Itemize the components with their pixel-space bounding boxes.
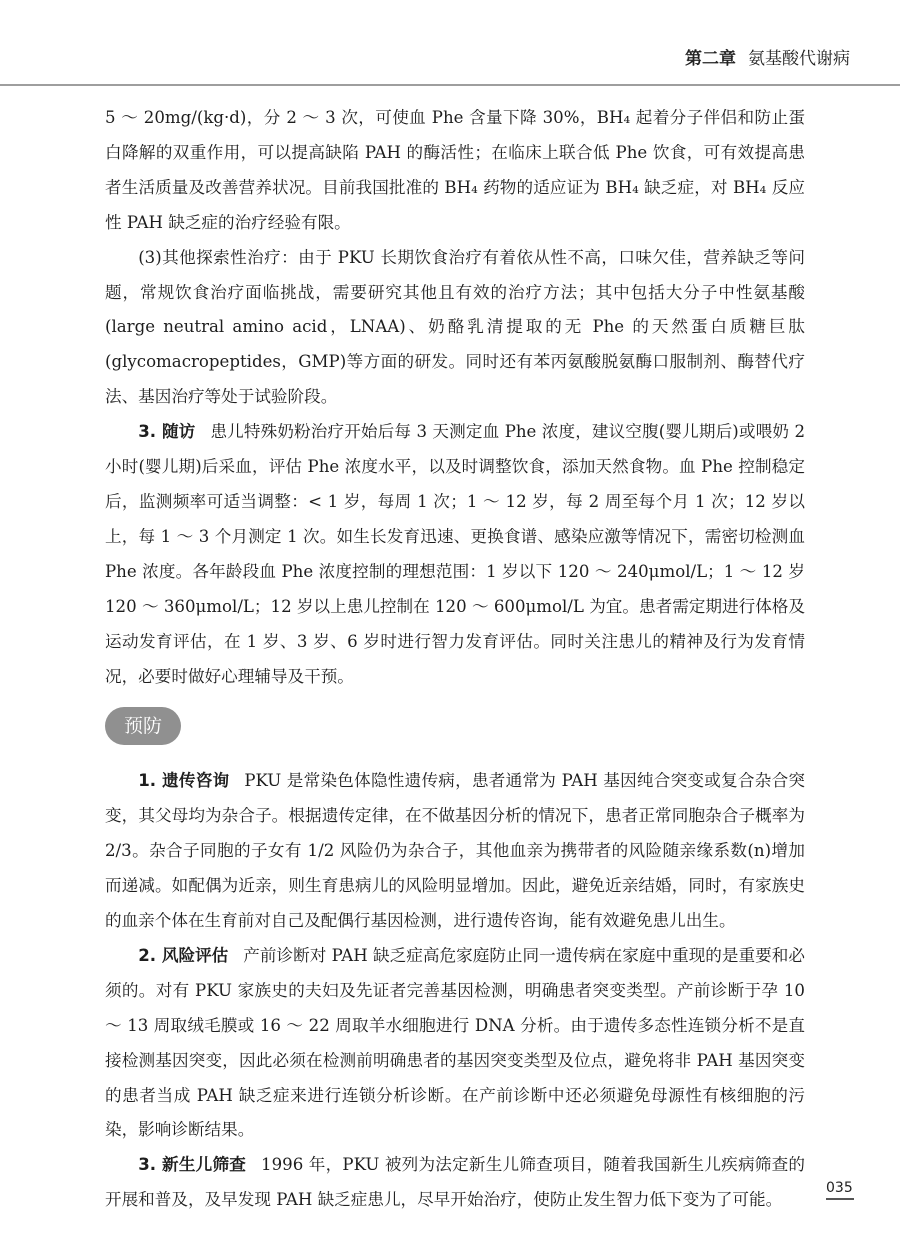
chapter-number: 第二章: [685, 49, 736, 69]
genetic-counseling-heading: 1. 遗传咨询: [138, 771, 230, 791]
newborn-screening-heading: 3. 新生儿筛查: [138, 1155, 247, 1175]
section-label-prevention: 预防: [105, 707, 181, 745]
running-header: [685, 44, 850, 69]
page-number: 035: [826, 1180, 853, 1196]
newborn-screening-text: 1996 年，PKU 被列为法定新生儿筛查项目，随着我国新生儿疾病筛查的开展和普及，及早发现 PAH 缺乏症患儿，尽早开始治疗，使防止发生智力低下变为了可能。: [105, 1155, 805, 1210]
paragraph-newborn-screening: [105, 1148, 805, 1218]
paragraph-bh4-therapy: 5 ～ 20mg/(kg·d)，分 2 ～ 3 次，可使血 Phe 含量下降 30%，BH₄ 起着分子伴侣和防止蛋白降解的双重作用，可以提高缺陷 PAH 的酶活性；在临床上联合低 Phe 饮食，可有效提高患者生活质量及改善营养状况。目前我国批准的 BH₄ 药物的适应证为 BH₄ 缺乏症，对 BH₄ 反应性 PAH 缺乏症的治疗经验有限。: [105, 108, 805, 232]
follow-up-text: 患儿特殊奶粉治疗开始后每 3 天测定血 Phe 浓度，建议空腹(婴儿期后)或喂奶 2 小时(婴儿期)后采血，评估 Phe 浓度水平，以及时调整饮食，添加天然食物。血 Phe 控制稳定后，监测频率可适当调整：< 1 岁，每周 1 次；1 ～ 12 岁，每 2 周至每个月 1 次；12 岁以上，每 1 ～ 3 个月测定 1 次。如生长发育迅速、更换食谱、感染应激等情况下，需密切检测血 Phe 浓度。各年龄段血 Phe 浓度控制的理想范围：1 岁以下 120 ～ 240μmol/L；1 ～ 12 岁 120 ～ 360μmol/L；12 岁以上患儿控制在 120 ～ 600μmol/L 为宜。患者需定期进行体格及运动发育评估，在 1 岁、3 岁、6 岁时进行智力发育评估。同时关注患儿的精神及行为发育情况，必要时做好心理辅导及干预。: [105, 422, 805, 686]
header-divider: [0, 84, 900, 86]
paragraph-genetic-counseling: [105, 764, 805, 939]
risk-assessment-text: 产前诊断对 PAH 缺乏症高危家庭防止同一遗传病在家庭中重现的是重要和必须的。对有 PKU 家族史的夫妇及先证者完善基因检测，明确患者突变类型。产前诊断于孕 10 ～ 13 周取绒毛膜或 16 ～ 22 周取羊水细胞进行 DNA 分析。由于遗传多态性连锁分析不是直接检测基因突变，因此必须在检测前明确患者的基因突变类型及位点，避免将非 PAH 基因突变的患者当成 PAH 缺乏症来进行连锁分析诊断。在产前诊断中还必须避免母源性有核细胞的污染，影响诊断结果。: [105, 945, 805, 1140]
risk-assessment-heading: 2. 风险评估: [138, 945, 229, 965]
genetic-counseling-text: PKU 是常染色体隐性遗传病，患者通常为 PAH 基因纯合突变或复合杂合突变，其父母均为杂合子。根据遗传定律，在不做基因分析的情况下，患者正常同胞杂合子概率为 2/3。杂合子同胞的子女有 1/2 风险仍为杂合子，其他血亲为携带者的风险随亲缘系数(n)增加而递减。如配偶为近亲，则生育患病儿的风险明显增加。因此，避免近亲结婚，同时，有家族史的血亲个体在生育前对自己及配偶行基因检测，进行遗传咨询，能有效避免患儿出生。: [105, 771, 805, 931]
paragraph-risk-assessment: [105, 939, 805, 1148]
paragraph-exploratory-therapy: (3)其他探索性治疗：由于 PKU 长期饮食治疗有着依从性不高，口味欠佳，营养缺乏等问题，常规饮食治疗面临挑战，需要研究其他且有效的治疗方法；其中包括大分子中性氨基酸(large neutral amino acid，LNAA)、奶酪乳清提取的无 Phe 的天然蛋白质糖巨肽(glycomacropeptides，GMP)等方面的研发。同时还有苯丙氨酸脱氨酶口服制剂、酶替代疗法、基因治疗等处于试验阶段。: [105, 247, 805, 407]
follow-up-heading: 3. 随访: [138, 422, 196, 442]
paragraph-follow-up: [105, 415, 805, 694]
page-body: [105, 101, 805, 1218]
chapter-title: 氨基酸代谢病: [748, 49, 850, 69]
page-number-underline: [826, 1198, 854, 1200]
